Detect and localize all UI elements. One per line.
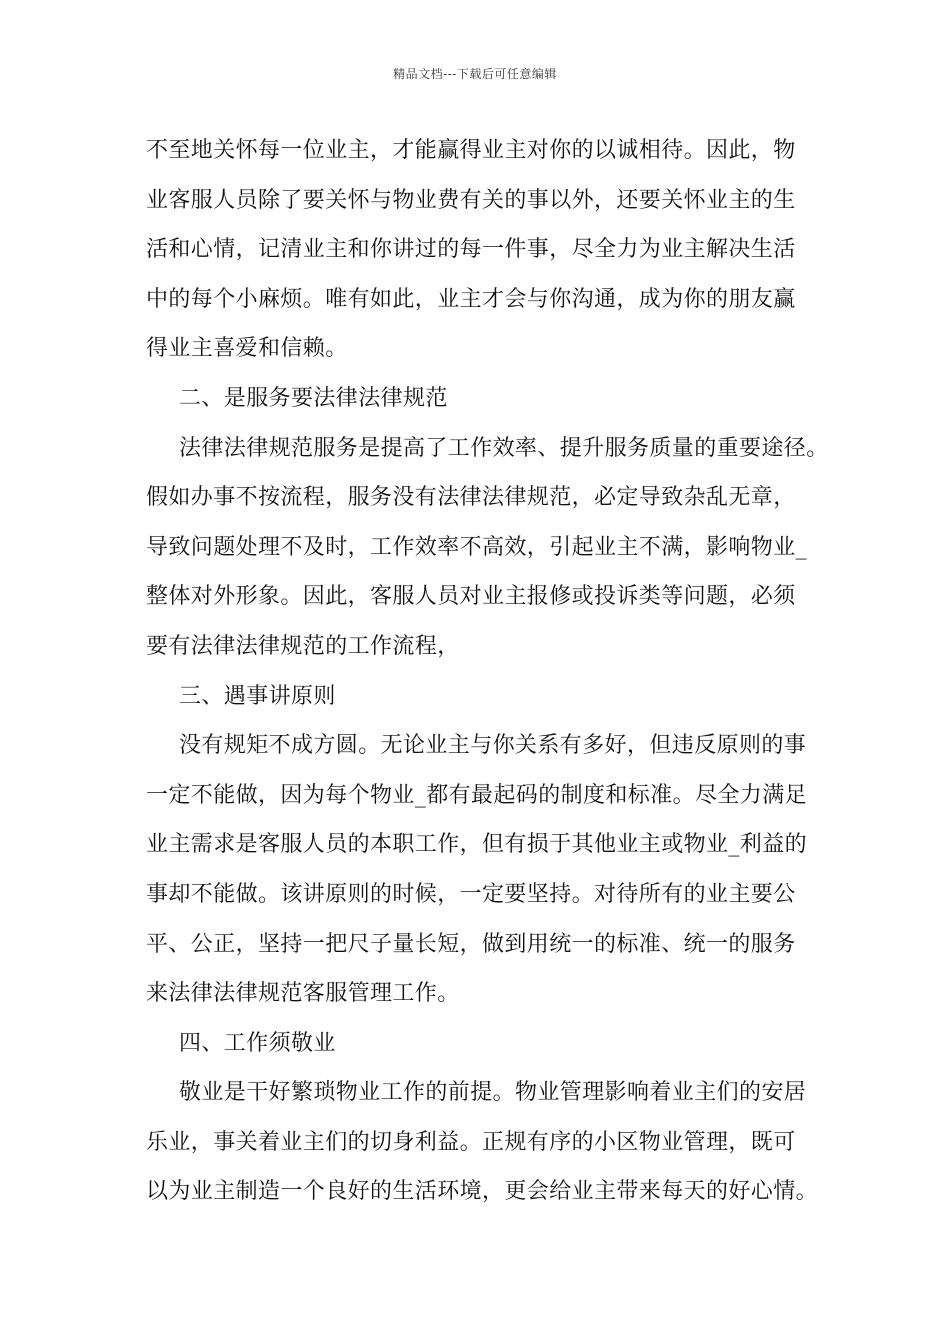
text-line: 以为业主制造一个良好的生活环境，更会给业主带来每天的好心情。 — [146, 1179, 819, 1205]
text-line: 整体对外形象。因此，客服人员对业主报修或投诉类等问题，必须 — [146, 584, 796, 610]
text-line: 事却不能做。该讲原则的时候，一定要坚持。对待所有的业主要公 — [146, 881, 796, 907]
page-header: 精品文档---下载后可任意编辑 — [393, 67, 557, 81]
text-line: 假如办事不按流程，服务没有法律法律规范，必定导致杂乱无章， — [146, 485, 796, 511]
text-line: 不至地关怀每一位业主，才能赢得业主对你的以诚相待。因此，物 — [146, 138, 796, 163]
text-line: 导致问题处理不及时，工作效率不高效，引起业主不满，影响物业_ — [146, 534, 808, 560]
text-line: 业主需求是客服人员的本职工作，但有损于其他业主或物业_利益的 — [146, 832, 808, 858]
section-heading: 四、工作须敬业 — [179, 1030, 336, 1056]
text-line: 来法律法律规范客服管理工作。 — [146, 981, 460, 1007]
text-line: 活和心情，记清业主和你讲过的每一件事，尽全力为业主解决生活 — [146, 237, 796, 263]
section-heading: 三、遇事讲原则 — [179, 683, 336, 709]
text-line: 得业主喜爱和信赖。 — [146, 336, 348, 362]
text-line: 乐业，事关着业主们的切身利益。正规有序的小区物业管理，既可 — [146, 1129, 796, 1155]
text-line: 平、公正，坚持一把尺子量长短，做到用统一的标准、统一的服务 — [146, 931, 796, 957]
text-line: 业客服人员除了要关怀与物业费有关的事以外，还要关怀业主的生 — [146, 187, 796, 213]
text-line: 中的每个小麻烦。唯有如此，业主才会与你沟通，成为你的朋友赢 — [146, 286, 796, 312]
text-line: 法律法律规范服务是提高了工作效率、提升服务质量的重要途径。 — [179, 435, 829, 461]
text-line: 敬业是干好繁琐物业工作的前提。物业管理影响着业主们的安居 — [179, 1080, 807, 1106]
section-heading: 二、是服务要法律法律规范 — [179, 385, 448, 411]
text-line: 一定不能做，因为每个物业_都有最起码的制度和标准。尽全力满足 — [146, 782, 808, 808]
text-line: 要有法律法律规范的工作流程， — [146, 633, 460, 659]
text-line: 没有规矩不成方圆。无论业主与你关系有多好，但违反原则的事 — [179, 733, 807, 759]
document-body — [146, 126, 846, 1217]
